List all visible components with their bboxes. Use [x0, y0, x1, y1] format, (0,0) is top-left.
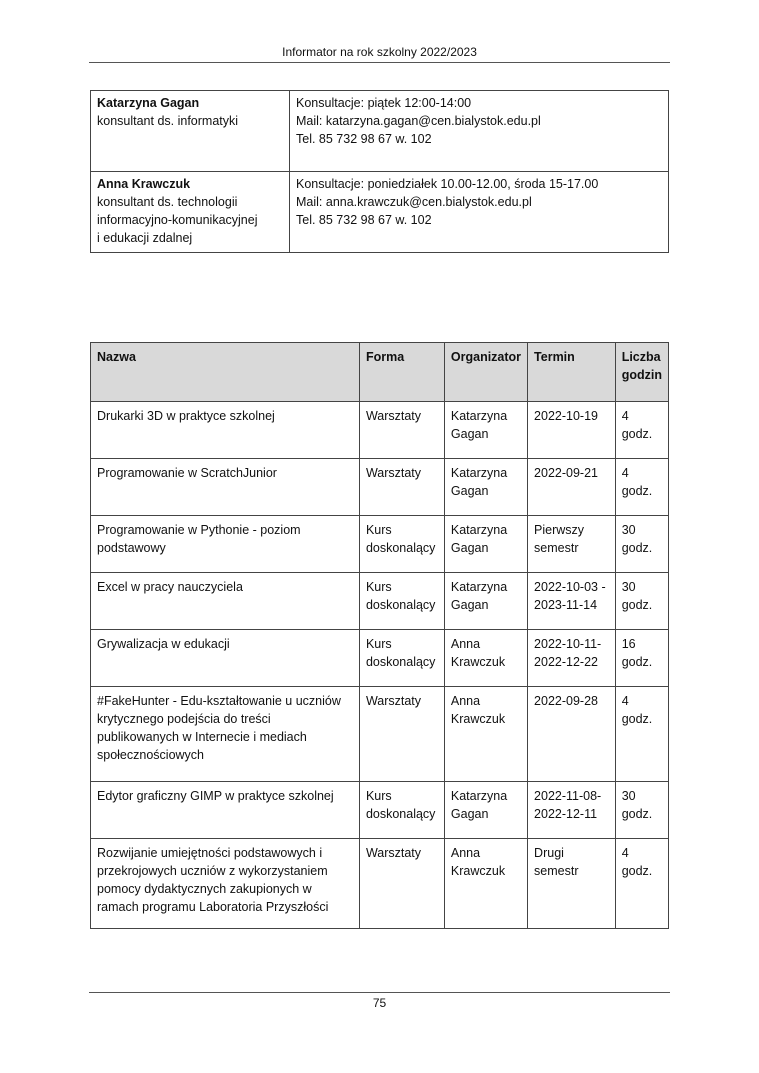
course-name: Grywalizacja w edukacji	[91, 630, 360, 687]
page-number: 75	[372, 996, 387, 1010]
consultation-hours: Konsultacje: piątek 12:00-14:00	[296, 96, 472, 110]
column-header-date: Termin	[528, 343, 616, 402]
course-organizer: Anna Krawczuk	[444, 630, 527, 687]
course-organizer: Katarzyna Gagan	[444, 516, 527, 573]
course-organizer: Katarzyna Gagan	[444, 402, 527, 459]
course-organizer: Anna Krawczuk	[444, 839, 527, 929]
consultant-info	[290, 172, 669, 253]
table-row	[91, 516, 669, 573]
consultant-role: i edukacji zdalnej	[97, 231, 193, 245]
course-organizer: Katarzyna Gagan	[444, 459, 527, 516]
course-name: Edytor graficzny GIMP w praktyce szkolnej	[91, 782, 360, 839]
column-header-form: Forma	[359, 343, 444, 402]
course-date: 2022-10-11- 2022-12-22	[528, 630, 616, 687]
course-form: Kurs doskonalący	[359, 630, 444, 687]
consultation-hours: Konsultacje: poniedziałek 10.00-12.00, środa 15-17.00	[296, 177, 599, 191]
consultant-identity	[91, 172, 290, 253]
consultant-phone: Tel. 85 732 98 67 w. 102	[296, 132, 432, 146]
course-form: Kurs doskonalący	[359, 516, 444, 573]
course-date: 2022-09-21	[528, 459, 616, 516]
consultant-email: Mail: katarzyna.gagan@cen.bialystok.edu.pl	[296, 114, 541, 128]
course-date: 2022-10-19	[528, 402, 616, 459]
course-form: Kurs doskonalący	[359, 573, 444, 630]
course-hours: 16 godz.	[615, 630, 668, 687]
column-header-organizer: Organizator	[444, 343, 527, 402]
consultant-role: informacyjno-komunikacyjnej	[97, 213, 258, 227]
table-row	[91, 402, 669, 459]
table-header-row	[91, 343, 669, 402]
table-row	[91, 573, 669, 630]
course-hours: 4 godz.	[615, 459, 668, 516]
course-name: #FakeHunter - Edu-kształtowanie u uczniów krytycznego podejścia do treści publikowanych w Internecie i mediach społecznościowych	[91, 687, 360, 782]
course-name: Drukarki 3D w praktyce szkolnej	[91, 402, 360, 459]
course-form: Warsztaty	[359, 459, 444, 516]
table-row	[91, 630, 669, 687]
consultant-info	[290, 91, 669, 172]
column-header-name: Nazwa	[91, 343, 360, 402]
consultant-identity	[91, 91, 290, 172]
consultant-row	[91, 91, 669, 172]
course-date: Pierwszy semestr	[528, 516, 616, 573]
running-header: Informator na rok szkolny 2022/2023	[282, 45, 477, 59]
course-form: Warsztaty	[359, 839, 444, 929]
header-divider	[89, 62, 670, 63]
consultant-role: konsultant ds. technologii	[97, 195, 238, 209]
consultant-role: konsultant ds. informatyki	[97, 114, 239, 128]
consultant-name: Katarzyna Gagan	[97, 96, 200, 110]
consultant-row	[91, 172, 669, 253]
course-name: Excel w pracy nauczyciela	[91, 573, 360, 630]
course-organizer: Katarzyna Gagan	[444, 573, 527, 630]
consultant-phone: Tel. 85 732 98 67 w. 102	[296, 213, 432, 227]
column-header-hours: Liczba godzin	[615, 343, 668, 402]
course-hours: 4 godz.	[615, 687, 668, 782]
course-hours: 4 godz.	[615, 839, 668, 929]
course-hours: 30 godz.	[615, 782, 668, 839]
course-date: Drugi semestr	[528, 839, 616, 929]
course-date: 2022-10-03 - 2023-11-14	[528, 573, 616, 630]
course-form: Warsztaty	[359, 402, 444, 459]
course-organizer: Katarzyna Gagan	[444, 782, 527, 839]
course-hours: 4 godz.	[615, 402, 668, 459]
table-row	[91, 782, 669, 839]
course-name: Programowanie w Pythonie - poziom podstawowy	[91, 516, 360, 573]
table-row	[91, 687, 669, 782]
consultant-name: Anna Krawczuk	[97, 177, 191, 191]
courses-table	[90, 342, 669, 929]
footer-divider	[89, 992, 670, 993]
course-hours: 30 godz.	[615, 573, 668, 630]
table-row	[91, 459, 669, 516]
course-organizer: Anna Krawczuk	[444, 687, 527, 782]
course-date: 2022-09-28	[528, 687, 616, 782]
course-name: Rozwijanie umiejętności podstawowych i przekrojowych uczniów z wykorzystaniem pomocy dydaktycznych zakupionych w ramach programu Laboratoria Przyszłości	[91, 839, 360, 929]
consultant-email: Mail: anna.krawczuk@cen.bialystok.edu.pl	[296, 195, 532, 209]
course-form: Warsztaty	[359, 687, 444, 782]
consultants-table	[90, 90, 669, 253]
course-date: 2022-11-08- 2022-12-11	[528, 782, 616, 839]
course-hours: 30 godz.	[615, 516, 668, 573]
course-form: Kurs doskonalący	[359, 782, 444, 839]
table-row	[91, 839, 669, 929]
course-name: Programowanie w ScratchJunior	[91, 459, 360, 516]
